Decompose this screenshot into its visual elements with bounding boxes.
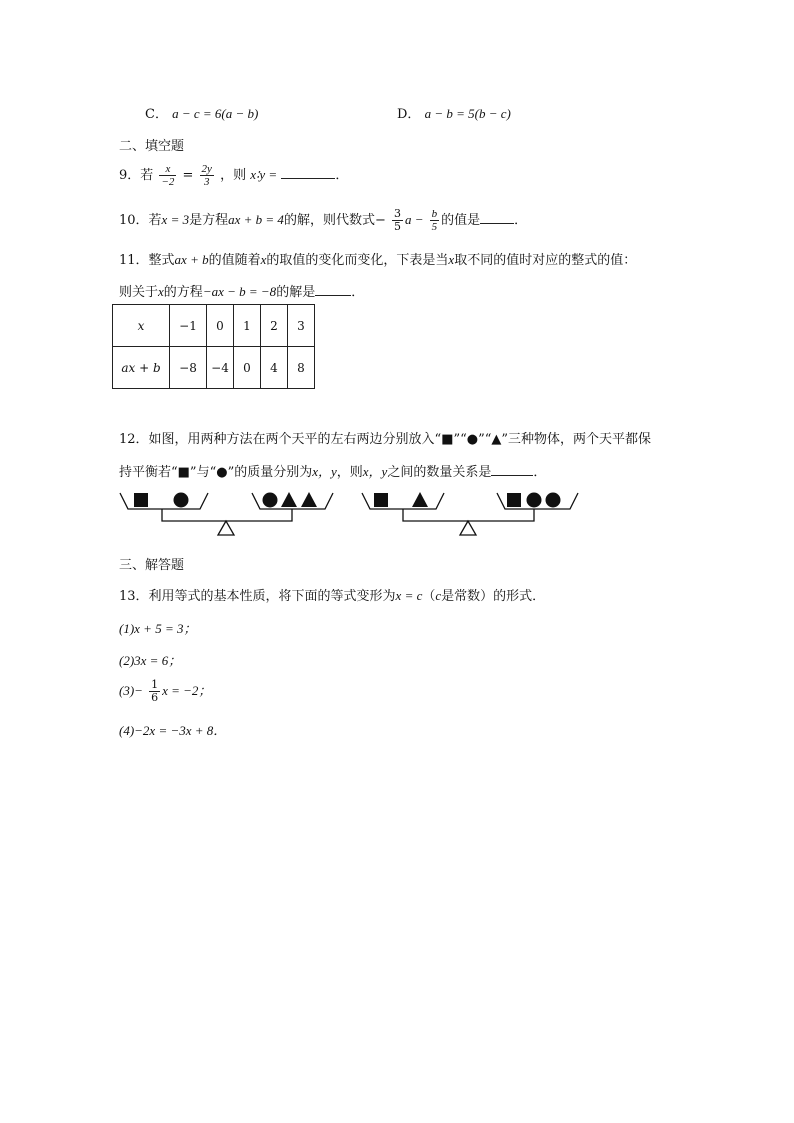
- q11-l1-x2: x: [448, 252, 455, 267]
- option-d-label: D．: [397, 107, 421, 122]
- table-cell: −1: [170, 305, 207, 347]
- table-cell: 0: [207, 305, 234, 347]
- balance-left: [120, 492, 333, 535]
- balance-left-fulcrum: [218, 521, 234, 535]
- q10-f1-num: 3: [393, 207, 401, 220]
- q11-l1-d: 取不同的值时对应的整式的值：: [454, 253, 637, 268]
- table-cell: 0: [234, 347, 261, 389]
- q12-l2-xy: x，y: [312, 464, 337, 479]
- circle-icon: [263, 493, 278, 508]
- triangle-icon: [281, 492, 297, 507]
- q11-l2-x: x: [158, 284, 164, 299]
- q13-p3-a: (3)−: [119, 683, 143, 698]
- q10-f1-den: 5: [393, 220, 401, 233]
- q9-end: ．: [335, 168, 349, 183]
- question-12-line-1: 12．如图，用两种方法在两个天平的左右两边分别放入“■”“●”“▲”三种物体，两个天平都保: [119, 432, 652, 447]
- q11-l2-a: 则关于: [119, 285, 159, 300]
- table-cell: 2: [261, 305, 288, 347]
- q12-l2-b: ，则: [336, 465, 363, 480]
- q13-part-4: (4)−2x = −3x + 8．: [119, 723, 227, 738]
- table-cell: −4: [207, 347, 234, 389]
- q12-l2-xy2: x，y: [362, 464, 388, 479]
- balance-left-beam: [162, 509, 292, 521]
- q13-p3-num: 1: [151, 678, 159, 691]
- q13-stem-expr: x = c: [395, 588, 423, 603]
- circle-icon: [174, 493, 189, 508]
- q10-post: 的值是: [441, 213, 481, 228]
- q10-f2-num: b: [431, 208, 438, 220]
- q13-p3-b: x = −2；: [162, 683, 212, 698]
- q11-l2-end: ．: [351, 285, 365, 300]
- option-c-expr: a − c = 6(a − b): [172, 106, 259, 121]
- balance-diagrams: [0, 0, 794, 560]
- table-header-expr: ax + b: [113, 347, 170, 389]
- table-cell: −8: [170, 347, 207, 389]
- table-cell: 3: [288, 305, 315, 347]
- q13-p3-fraction: [149, 679, 160, 704]
- q10-a: a −: [404, 212, 424, 227]
- q9-equals: =: [182, 168, 194, 183]
- square-icon: [134, 493, 148, 507]
- square-icon: [374, 493, 388, 507]
- q10-cond: x = 3: [161, 212, 190, 227]
- q9-frac2-num: 2y: [201, 163, 212, 175]
- q9-tail: ，则: [220, 168, 247, 183]
- balance-left-left-pan: [120, 493, 208, 509]
- square-icon: [507, 493, 521, 507]
- q12-l2-end: ．: [533, 465, 547, 480]
- q9-ratio: x∶y =: [250, 167, 278, 182]
- balance-right-fulcrum: [460, 521, 476, 535]
- option-d-expr: a − b = 5(b − c): [424, 106, 511, 121]
- q11-l1-a: 11．整式: [119, 253, 175, 268]
- q9-frac1-num: x: [159, 163, 176, 176]
- circle-icon: [527, 493, 542, 508]
- q9-frac1-den: −2: [161, 176, 175, 188]
- q13-p3-den: 6: [151, 691, 159, 704]
- q13-stem-b: （: [422, 589, 436, 604]
- triangle-icon: [412, 492, 428, 507]
- triangle-icon: [301, 492, 317, 507]
- table-cell: 1: [234, 305, 261, 347]
- q10-pre: 10．若: [119, 213, 162, 228]
- q13-stem-c: 是常数）的形式．: [441, 589, 546, 604]
- q13-part-2: (2)3x = 6；: [119, 653, 182, 668]
- q11-l2-b: 的方程: [163, 285, 203, 300]
- q13-stem-a: 13．利用等式的基本性质，将下面的等式变形为: [119, 589, 396, 604]
- q12-l2-c: 之间的数量关系是: [387, 465, 492, 480]
- q11-l1-expr: ax + b: [174, 252, 209, 267]
- balance-right-beam: [403, 509, 534, 521]
- q11-l1-c: 的取值的变化而变化，下表是当: [266, 253, 449, 268]
- table-header-x: x: [113, 305, 170, 347]
- table-cell: 4: [261, 347, 288, 389]
- q10-end: ．: [514, 213, 528, 228]
- q13-part-3: [119, 679, 211, 704]
- option-c-label: C．: [145, 107, 168, 122]
- q13-stem-c-var: c: [435, 588, 442, 603]
- q9-prefix: 9．若: [119, 168, 154, 183]
- q12-l2-a: 持平衡若“■”与“●”的质量分别为: [119, 465, 313, 480]
- circle-icon: [546, 493, 561, 508]
- section-title-solutions: 三、解答题: [119, 558, 185, 573]
- question-13-stem: [119, 585, 545, 604]
- balance-right: [362, 492, 578, 535]
- q11-l2-c: 的解是: [276, 285, 316, 300]
- q11-l1-x: x: [260, 252, 267, 267]
- q9-frac2-den: 3: [203, 176, 210, 188]
- table-cell: 8: [288, 347, 315, 389]
- q10-eqn: ax + b = 4: [228, 212, 284, 227]
- q10-mid: 是方程: [189, 213, 229, 228]
- q11-l2-eq: −ax − b = −8: [202, 284, 277, 299]
- q10-mid2: 的解，则代数式−: [283, 213, 386, 228]
- q10-f2-den: 5: [431, 221, 438, 233]
- q11-l1-b: 的值随着: [208, 253, 261, 268]
- section-title-fill-in: 二、填空题: [119, 139, 185, 154]
- q13-part-1: (1)x + 5 = 3；: [119, 621, 197, 636]
